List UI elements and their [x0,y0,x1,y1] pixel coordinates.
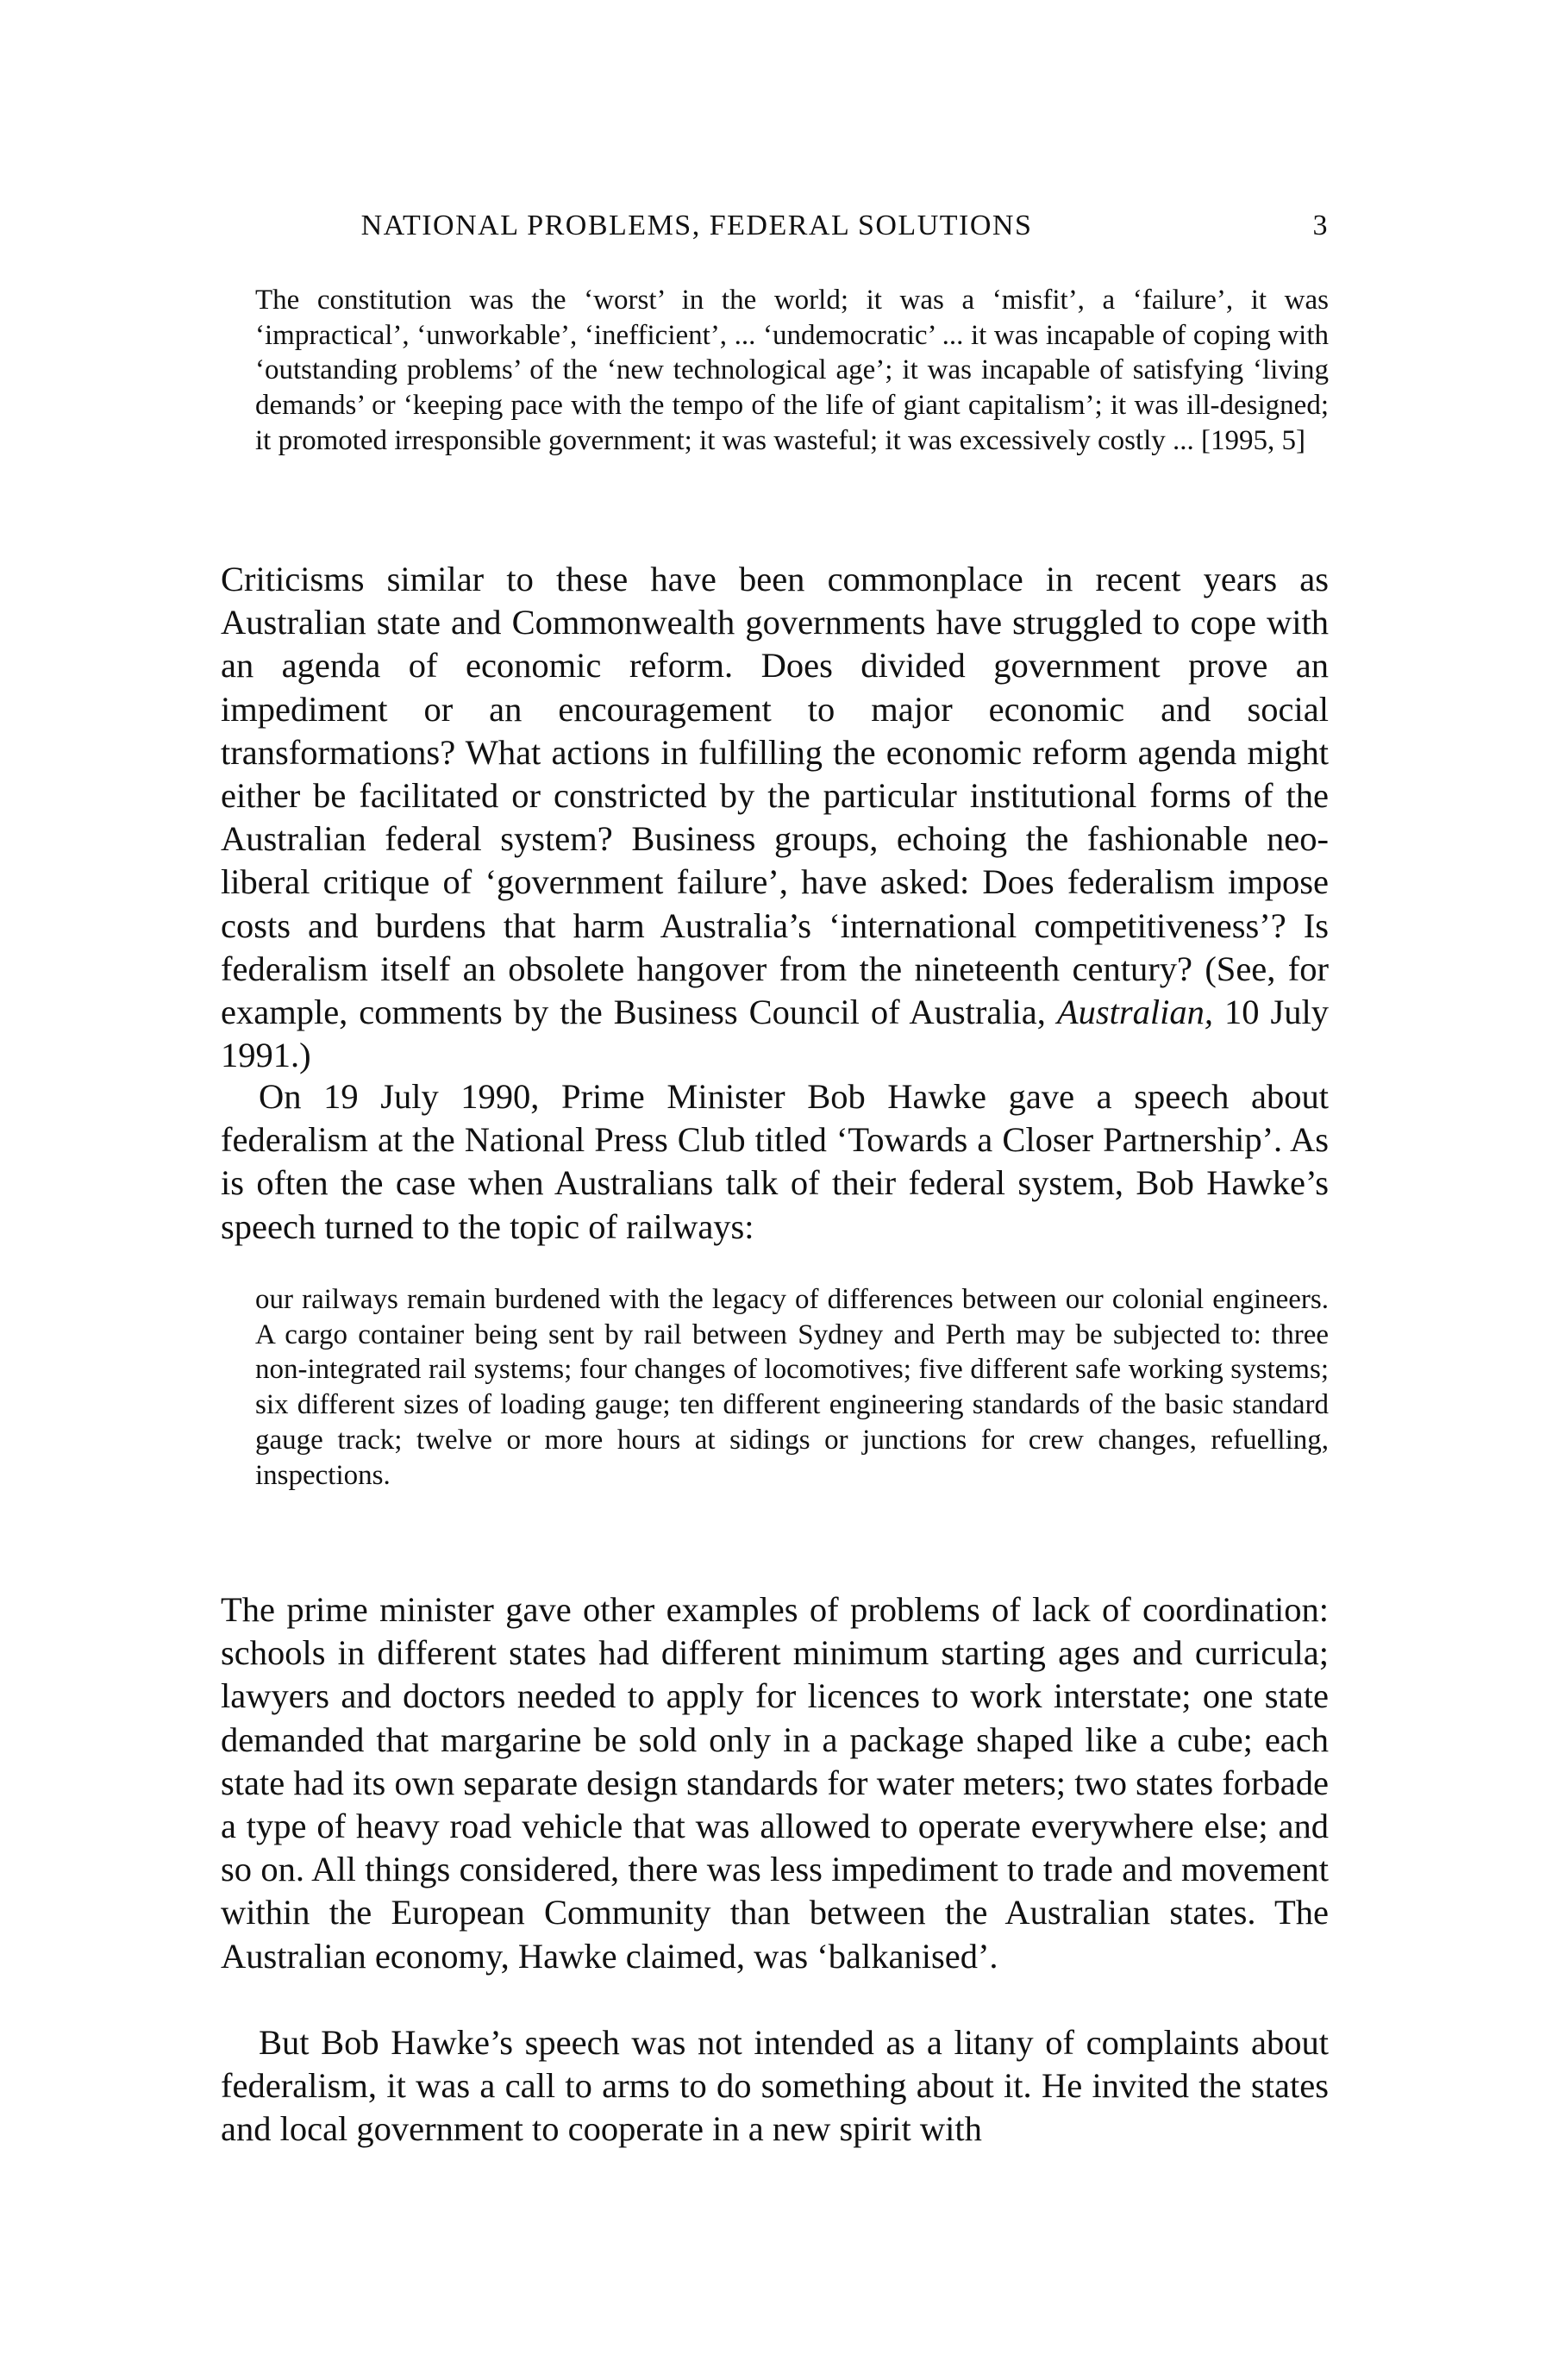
paragraph-criticisms-date: 10 July 1991.) [221,993,1330,1075]
newspaper-title: Australian, [1056,993,1214,1032]
page-number: 3 [1312,210,1329,241]
chapter-title: NATIONAL PROBLEMS, FEDERAL SOLUTIONS [360,210,1033,241]
paragraph-hawke-speech: On 19 July 1990, Prime Minister Bob Hawke gave a speech about federalism at the National Press Club titled ‘Towards a Closer Partnership’. As is often the case when Australians talk of their federal system, Bob Hawke’s speech turned to the topic of railways: [221,1077,1329,1246]
paragraph-coordination-problems: The prime minister gave other examples of problems of lack of coordination: schools in different states had different minimum starting ages and curricula; lawyers and doctors needed to apply for licences to work interstate; one state demanded that margarine be sold only in a package shaped like a cube; each state had its own separate design standards for water meters; two states forbade a type of heavy road vehicle that was allowed to operate everywhere else; and so on. All things considered, there was less impediment to trade and movement within the European Community than between the Australian states. The Australian economy, Hawke claimed, was ‘balkanised’. [221,1590,1329,1976]
running-head [221,210,1329,253]
paragraph-criticisms [221,558,1329,1077]
paragraph-criticisms-text: Criticisms similar to these have been commonplace in recent years as Australian state and Commonwealth governments have struggled to cope with an agenda of economic reform. Does divided government prove an impediment or an encouragement to major economic and social transformations? What actions in fulfilling the economic reform agenda might either be facilitated or constricted by the particular institutional forms of the Australian federal system? Business groups, echoing the fashionable neo-liberal critique of ‘government failure’, have asked: Does federalism impose costs and burdens that harm Australia’s ‘international competitiveness’? Is federalism itself an obsolete hangover from the nineteenth century? (See, for example, comments by the Business Council of Australia, [221,560,1329,1032]
block-quote-constitution: The constitution was the ‘worst’ in the world; it was a ‘misfit’, a ‘failure’, it was ‘impractical’, ‘unworkable’, ‘inefficient’, ... ‘undemocratic’ ... it was incapable of coping with ‘outstanding problems’ of the ‘new technological age’; it was incapable of satisfying ‘living demands’ or ‘keeping pace with the tempo of the life of giant capitalism’; it was ill-designed; it promoted irresponsible government; it was wasteful; it was excessively costly ... [1995, 5] [255,285,1329,456]
block-quote-railways: our railways remain burdened with the legacy of differences between our colonial engineers. A cargo container being sent by rail between Sydney and Perth may be subjected to: three non-integrated rail systems; four changes of locomotives; five different safe working systems; six different sizes of loading gauge; ten different engineering standards of the basic standard gauge track; twelve or more hours at sidings or junctions for crew changes, refuelling, inspections. [255,1284,1329,1491]
paragraph-call-to-arms: But Bob Hawke’s speech was not intended as a litany of complaints about federalism, it was a call to arms to do something about it. He invited the states and local government to cooperate in a new spirit with [221,2023,1329,2148]
